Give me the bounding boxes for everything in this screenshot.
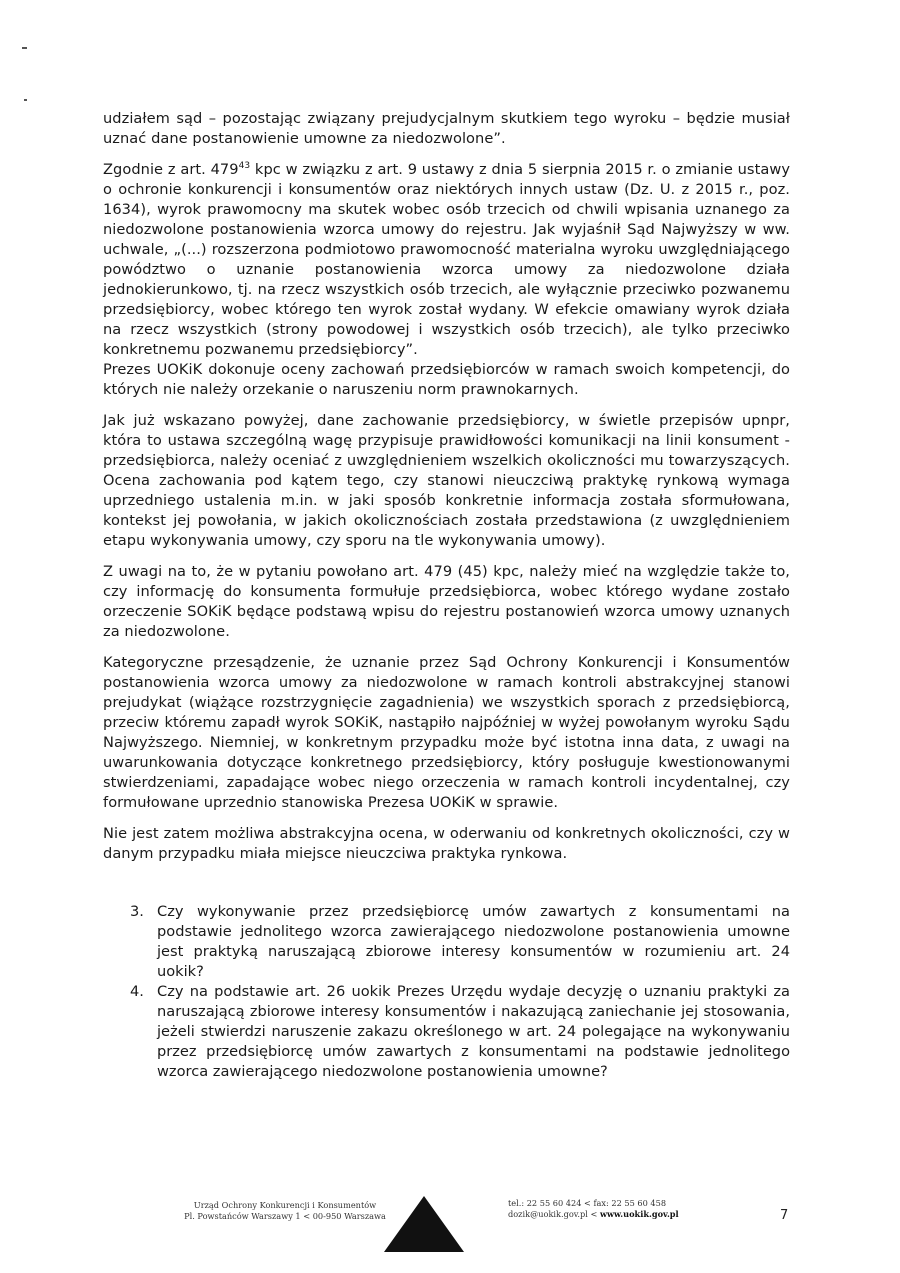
paragraph: Prezes UOKiK dokonuje oceny zachowań przedsiębiorców w ramach swoich kompetencji, do których nie należy orzekanie o naruszeniu norm prawnokarnych. [103,361,790,398]
question-list [103,902,790,1082]
page-footer [0,1190,900,1260]
footer-email-web [508,1209,708,1220]
paragraph-text: Zgodnie z art. 479 [103,161,239,178]
footer-email: dozik@uokik.gov.pl < [508,1209,600,1219]
footer-address [180,1200,390,1222]
footer-org-name: Urząd Ochrony Konkurencji i Konsumentów [193,1200,377,1210]
paragraph: Nie jest zatem możliwa abstrakcyjna ocena, w oderwaniu od konkretnych okoliczności, czy w danym przypadku miała miejsce nieuczciwa praktyka rynkowa. [103,825,790,862]
paragraph-text: kpc w związku z art. 9 ustawy z dnia 5 sierpnia 2015 r. o zmianie ustawy o ochronie konkurencji i konsumentów oraz niektórych innych ustaw (Dz. U. z 2015 r., poz. 1634), wyrok prawomocny ma skutek wobec osób trzecich od chwili wpisania uznanego za niedozwolone postanowienia wzorca umowy do rejestru. Jak wyjaśnił Sąd Najwyższy w ww. uchwale, „(...) rozszerzona podmiotowo prawomocność materialna wyroku uwzględniającego powództwo o uznanie postanowienia wzorca umowy za niedozwolone działa jednokierunkowo, tj. na rzecz wszystkich osób trzecich, ale wyłącznie przeciwko pozwanemu przedsiębiorcy, wobec którego ten wyrok został wydany. W efekcie omawiany wyrok działa na rzecz wszystkich (strony powodowej i wszystkich osób trzecich), ale tylko przeciwko konkretnemu pozwanemu przedsiębiorcy”. [103,161,791,358]
uokik-triangle-logo-icon [382,1194,466,1254]
question-number: 4. [130,983,144,1000]
paragraph: Z uwagi na to, że w pytaniu powołano art. 479 (45) kpc, należy mieć na względzie także to, czy informację do konsumenta formułuje przedsiębiorca, wobec którego wydane zostało orzeczenie SOKiK będące podstawą wpisu do rejestru postanowień wzorca umowy uznanych za niedozwolone. [103,563,790,640]
paragraph: udziałem sąd – pozostając związany prejudycjalnym skutkiem tego wyroku – będzie musiał uznać dane postanowienie umowne za niedozwolone”. [103,110,790,147]
question-item [103,982,790,1082]
footer-phone-fax: tel.: 22 55 60 424 < fax: 22 55 60 458 [508,1198,667,1208]
question-text: Czy na podstawie art. 26 uokik Prezes Urzędu wydaje decyzję o uznaniu praktyki za naruszającą zbiorowe interesy konsumentów i nakazującą zaniechanie jej stosowania, jeżeli stwierdzi naruszenie zakazu określonego w art. 24 polegające na wykonywaniu przez przedsiębiorcę umów zawartych z konsumentami na podstawie jednolitego wzorca zawierającego niedozwolone postanowienia umowne? [157,983,790,1080]
page-number: 7 [780,1208,789,1223]
footer-org-address: Pl. Powstańców Warszawy 1 < 00-950 Warszawa [184,1211,386,1221]
scan-mark [22,47,27,49]
paragraph: Jak już wskazano powyżej, dane zachowanie przedsiębiorcy, w świetle przepisów upnpr, która to ustawa szczególną wagę przypisuje prawidłowości komunikacji na linii konsument - przedsiębiorca, należy oceniać z uwzględnieniem wszelkich okoliczności mu towarzyszących. Ocena zachowania pod kątem tego, czy stanowi nieuczciwą praktykę rynkową wymaga uprzedniego ustalenia m.in. w jaki sposób konkretnie informacja została sformułowana, kontekst jej powołania, w jakich okolicznościach została przedstawiona (z uwzględnieniem etapu wykonywania umowy, czy sporu na tle wykonywania umowy). [103,412,790,549]
document-body [103,109,790,1082]
footer-contact [508,1198,708,1220]
question-item [103,902,790,982]
paragraph: Kategoryczne przesądzenie, że uznanie przez Sąd Ochrony Konkurencji i Konsumentów postanowienia wzorca umowy za niedozwolone w ramach kontroli abstrakcyjnej stanowi prejudykat (wiążące rozstrzygnięcie zagadnienia) we wszystkich sporach z przedsiębiorcą, przeciw któremu zapadł wyrok SOKiK, nastąpiło najpóźniej w wyżej powołanym wyroku Sądu Najwyższego. Niemniej, w konkretnym przypadku może być istotna inna data, z uwagi na uwarunkowania dotyczące konkretnego przedsiębiorcy, który posługuje kwestionowanymi stwierdzeniami, zapadające wobec niego orzeczenia w ramach kontroli incydentalnej, czy formułowane uprzednio stanowiska Prezesa UOKiK w sprawie. [103,654,790,811]
question-number: 3. [130,903,144,920]
paragraph [103,160,790,360]
footer-website-link[interactable]: www.uokik.gov.pl [599,1209,679,1219]
superscript: 43 [238,161,251,171]
question-text: Czy wykonywanie przez przedsiębiorcę umów zawartych z konsumentami na podstawie jednolitego wzorca zawierającego niedozwolone postanowienia umowne jest praktyką naruszającą zbiorowe interesy konsumentów w rozumieniu art. 24 uokik? [157,903,790,980]
scan-mark [24,99,27,101]
